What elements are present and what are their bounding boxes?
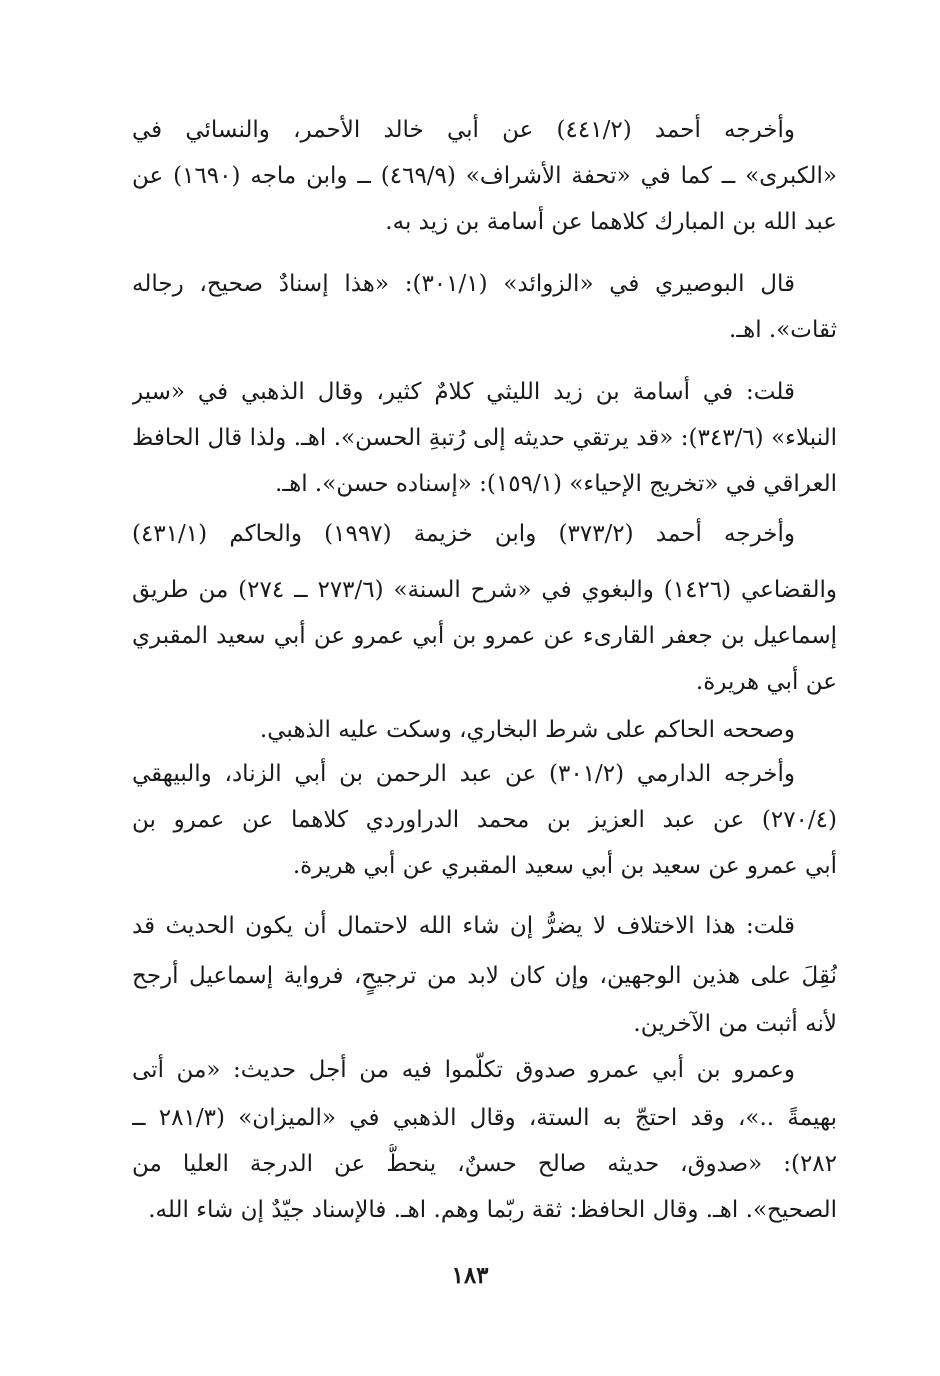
text-line: وأخرجه أحمد (٣٧٣/٢) وابن خزيمة (١٩٩٧) والحاكم (٤٣١/١) [132,521,795,547]
text-line: نُقِلَ على هذين الوجهين، وإن كان لابد من ترجيحٍ، فرواية إسماعيل أرجح [132,963,837,989]
text-line: عن أبي هريرة. [695,669,837,695]
text-line: ٢٨٢): «صدوق، حديثه صالح حسنٌ، ينحطُّ عن الدرجة العليا من [132,1151,837,1177]
text-line: ثقات». اهـ. [729,317,837,343]
text-line: «الكبرى» ــ كما في «تحفة الأشراف» (٤٦٩/٩) ــ وابن ماجه (١٦٩٠) عن [132,163,837,189]
text-line: قلت: هذا الاختلاف لا يضرُّ إن شاء الله لاحتمال أن يكون الحديث قد [132,913,795,939]
text-line: أبي عمرو عن سعيد بن أبي سعيد المقبري عن أبي هريرة. [292,853,837,879]
page-number: ١٨٣ [451,1262,489,1289]
text-line: وصححه الحاكم على شرط البخاري، وسكت عليه الذهبي. [259,717,795,743]
text-line: الصحيح». اهـ. وقال الحافظ: ثقة ربّما وهم. اهـ. فالإسناد جيّدٌ إن شاء الله. [148,1197,837,1223]
text-line: قلت: في أسامة بن زيد الليثي كلامٌ كثير، وقال الذهبي في «سير [132,379,795,405]
text-line: وعمرو بن أبي عمرو صدوق تكلّموا فيه من أجل حديث: «من أتى [132,1057,795,1083]
text-line: قال البوصيري في «الزوائد» (٣٠١/١): «هذا إسنادٌ صحيح، رجاله [132,271,795,297]
text-line: بهيمةً ..»، وقد احتجّ به الستة، وقال الذهبي في «الميزان» (٢٨١/٣ ــ [132,1105,837,1131]
text-line: وأخرجه أحمد (٤٤١/٢) عن أبي خالد الأحمر، والنسائي في [132,117,795,143]
text-line: والقضاعي (١٤٢٦) والبغوي في «شرح السنة» (٢٧٣/٦ ــ ٢٧٤) من طريق [132,577,837,603]
text-line: وأخرجه الدارمي (٣٠١/٢) عن عبد الرحمن بن أبي الزناد، والبيهقي [132,761,795,787]
text-line: النبلاء» (٣٤٣/٦): «قد يرتقي حديثه إلى رُتبةِ الحسن». اهـ. ولذا قال الحافظ [132,425,837,451]
text-line: العراقي في «تخريج الإحياء» (١٥٩/١): «إسناده حسن». اهـ. [275,471,837,497]
text-line: عبد الله بن المبارك كلاهما عن أسامة بن زيد به. [385,209,837,235]
text-line: لأنه أثبت من الآخرين. [633,1011,837,1037]
text-line: (٢٧٠/٤) عن عبد العزيز بن محمد الدراوردي كلاهما عن عمرو بن [132,807,837,833]
text-line: إسماعيل بن جعفر القارىء عن عمرو بن أبي عمرو عن أبي سعيد المقبري [132,623,837,649]
